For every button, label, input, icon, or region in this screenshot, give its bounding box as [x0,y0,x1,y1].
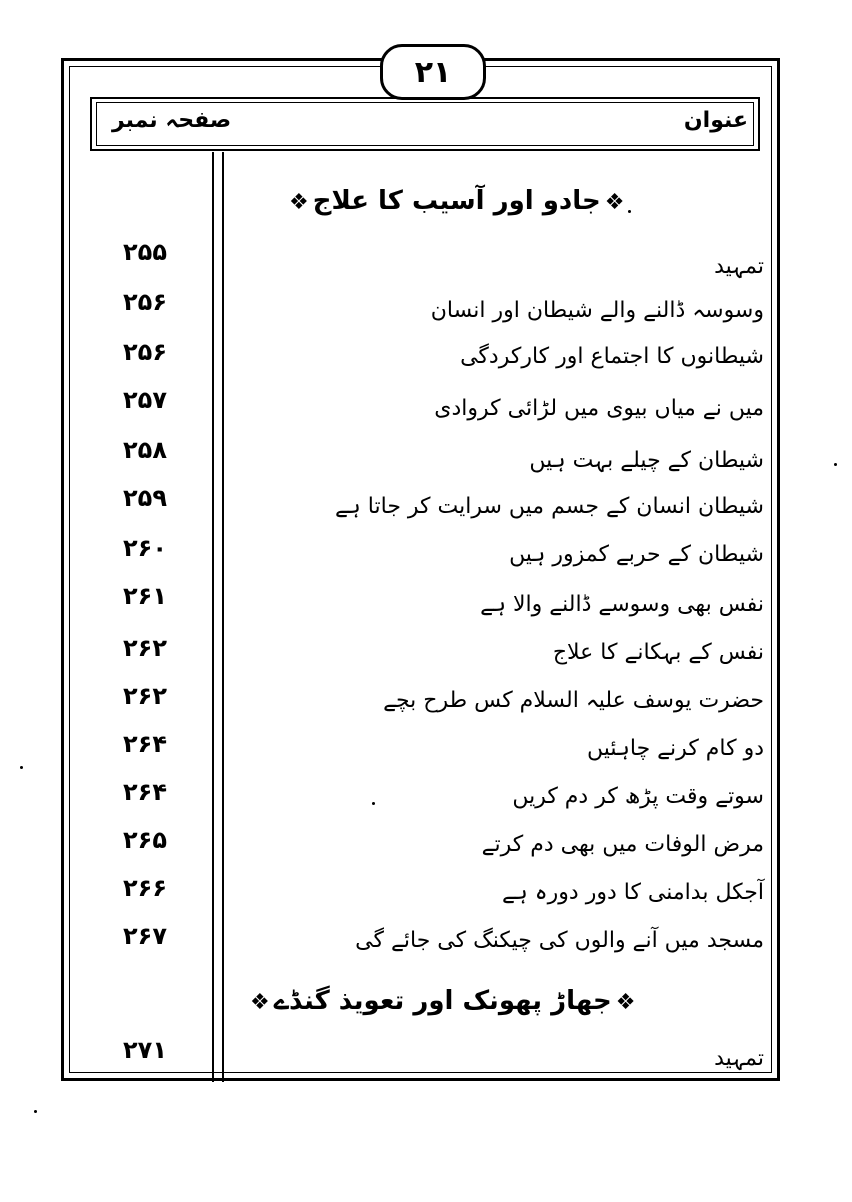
toc-entry-title: شیطان کے چیلے بہت ہیں [529,448,764,473]
toc-entry-title: شیطانوں کا اجتماع اور کارکردگی [460,344,764,369]
ornament-icon: ❖ [289,190,309,215]
toc-entry-title: مرض الوفات میں بھی دم کرتے [481,832,764,857]
column-divider [212,152,214,1082]
toc-entry-title: دو کام کرنے چاہئیں [586,736,764,761]
section-heading-text: جادو اور آسیب کا علاج [312,186,601,216]
ornament-icon: ❖ [604,190,625,215]
toc-entry-page: ۲۷۱ [123,1036,167,1064]
toc-entry-title: تمہید [714,1046,764,1071]
toc-entry-page: ۲۶۲ [123,682,167,710]
toc-entry-page: ۲۶۲ [123,634,167,662]
column-divider [222,152,224,1082]
ornament-icon: ❖ [250,990,270,1015]
toc-entry-page: ۲۵۵ [123,238,167,266]
toc-entry-page: ۲۶۴ [123,778,167,806]
toc-entry-title: حضرت یوسف علیہ السلام کس طرح بچے [383,688,764,713]
section-heading-text: جھاڑ پھونک اور تعویذ گنڈے [273,986,612,1016]
header-title-label: عنوان [683,108,748,133]
toc-entry-title: آجکل بدامنی کا دور دورہ ہے [502,880,764,905]
ornament-icon: ❖ [615,990,636,1015]
header-page-label: صفحہ نمبر [112,108,232,133]
toc-entry-page: ۲۶۴ [123,730,167,758]
toc-entry-page: ۲۶۷ [123,922,167,950]
scan-speck [834,463,837,466]
toc-entry-page: ۲۵۸ [123,436,167,464]
toc-entry-page: ۲۵۹ [123,484,167,512]
toc-entry-title: نفس بھی وسوسے ڈالنے والا ہے [480,592,764,617]
toc-entry-page: ۲۶۱ [123,582,167,610]
toc-entry-title: وسوسہ ڈالنے والے شیطان اور انسان [430,298,764,323]
section-heading [246,986,639,1016]
toc-entry-page: ۲۵۷ [123,386,167,414]
toc-entry-page: ۲۵۶ [123,338,167,366]
scan-speck [20,766,23,769]
scan-speck [372,802,375,805]
toc-entry-page: ۲۵۶ [123,288,167,316]
section-heading [285,186,628,216]
toc-entry-title: سوتے وقت پڑھ کر دم کریں [512,784,764,809]
toc-entry-page: ۲۶۵ [123,826,167,854]
toc-entry-page: ۲۶۶ [123,874,167,902]
toc-entry-title: شیطان انسان کے جسم میں سرایت کر جاتا ہے [335,494,764,519]
toc-entry-title: مسجد میں آنے والوں کی چیکنگ کی جائے گی [355,928,764,953]
toc-entry-title: نفس کے بہکانے کا علاج [552,640,764,665]
page-number: ٢١ [380,44,486,100]
toc-entry-title: میں نے میاں بیوی میں لڑائی کروادی [434,396,764,421]
scan-speck [628,210,631,213]
scan-speck [34,1110,37,1113]
toc-entry-title: شیطان کے حربے کمزور ہیں [509,542,764,567]
toc-entry-page: ۲۶۰ [123,534,167,562]
toc-entry-title: تمہید [714,254,764,279]
